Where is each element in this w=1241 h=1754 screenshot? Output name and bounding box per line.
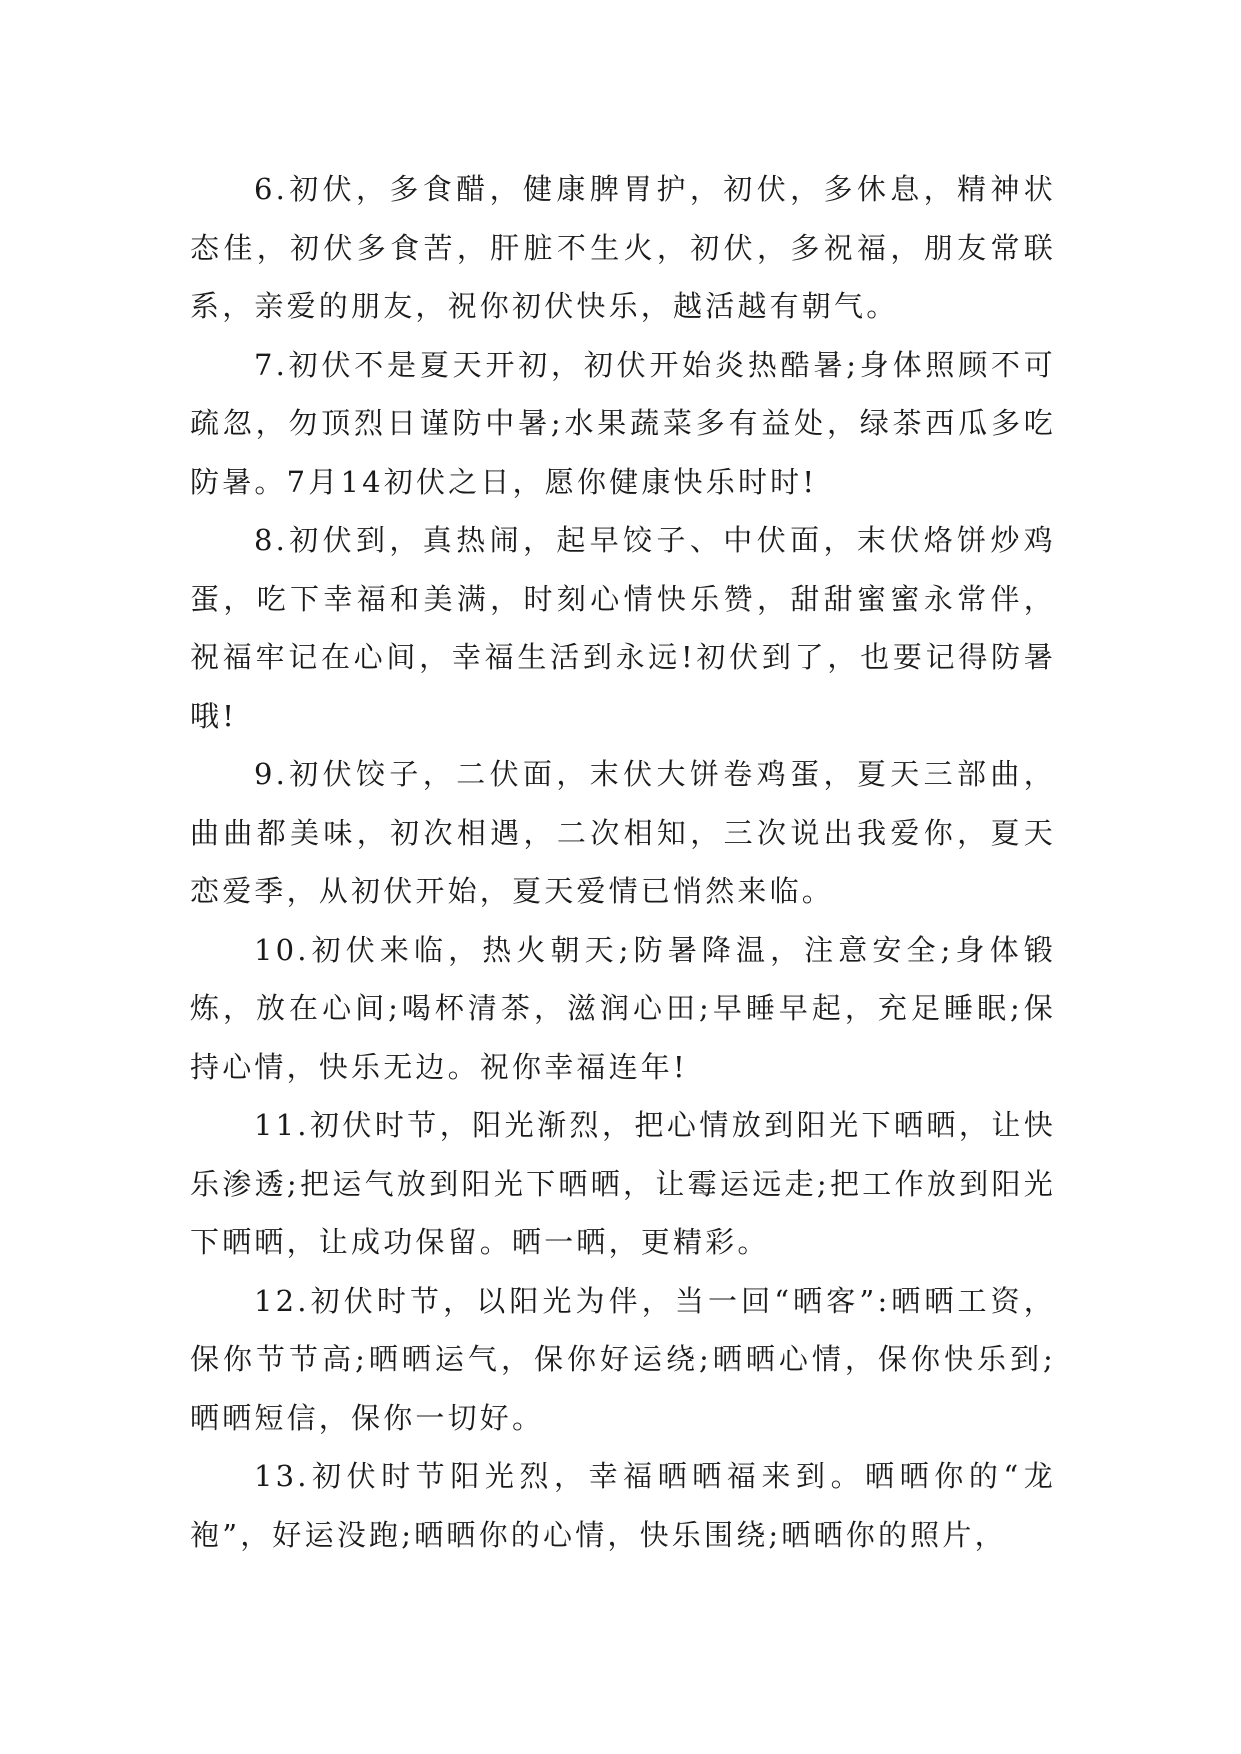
paragraph-6: 6.初伏，多食醋，健康脾胃护，初伏，多休息，精神状态佳，初伏多食苦，肝脏不生火，初伏，多祝福，朋友常联系，亲爱的朋友，祝你初伏快乐，越活越有朝气。 xyxy=(190,172,1056,323)
paragraph-13: 13.初伏时节阳光烈，幸福晒晒福来到。晒晒你的“龙袍”，好运没跑;晒晒你的心情，快乐围绕;晒晒你的照片， xyxy=(190,1459,1056,1552)
paragraph-10: 10.初伏来临，热火朝天;防暑降温，注意安全;身体锻炼，放在心间;喝杯清茶，滋润心田;早睡早起，充足睡眠;保持心情，快乐无边。祝你幸福连年! xyxy=(190,932,1056,1084)
paragraph-12: 12.初伏时节，以阳光为伴，当一回“晒客”:晒晒工资，保你节节高;晒晒运气，保你好运绕;晒晒心情，保你快乐到;晒晒短信，保你一切好。 xyxy=(190,1283,1056,1435)
paragraph-9: 9.初伏饺子，二伏面，末伏大饼卷鸡蛋，夏天三部曲，曲曲都美味，初次相遇，二次相知，三次说出我爱你，夏天恋爱季，从初伏开始，夏天爱情已悄然来临。 xyxy=(190,757,1056,908)
paragraph-11: 11.初伏时节，阳光渐烈，把心情放到阳光下晒晒，让快乐渗透;把运气放到阳光下晒晒，让霉运远走;把工作放到阳光下晒晒，让成功保留。晒一晒，更精彩。 xyxy=(190,1108,1056,1259)
document-body xyxy=(190,160,1056,1564)
paragraph-8: 8.初伏到，真热闹，起早饺子、中伏面，末伏烙饼炒鸡蛋，吃下幸福和美满，时刻心情快乐赞，甜甜蜜蜜永常伴，祝福牢记在心间，幸福生活到永远!初伏到了，也要记得防暑哦! xyxy=(190,523,1056,733)
paragraph-7: 7.初伏不是夏天开初，初伏开始炎热酷暑;身体照顾不可疏忽，勿顶烈日谨防中暑;水果蔬菜多有益处，绿茶西瓜多吃防暑。7月14初伏之日，愿你健康快乐时时! xyxy=(190,347,1056,499)
